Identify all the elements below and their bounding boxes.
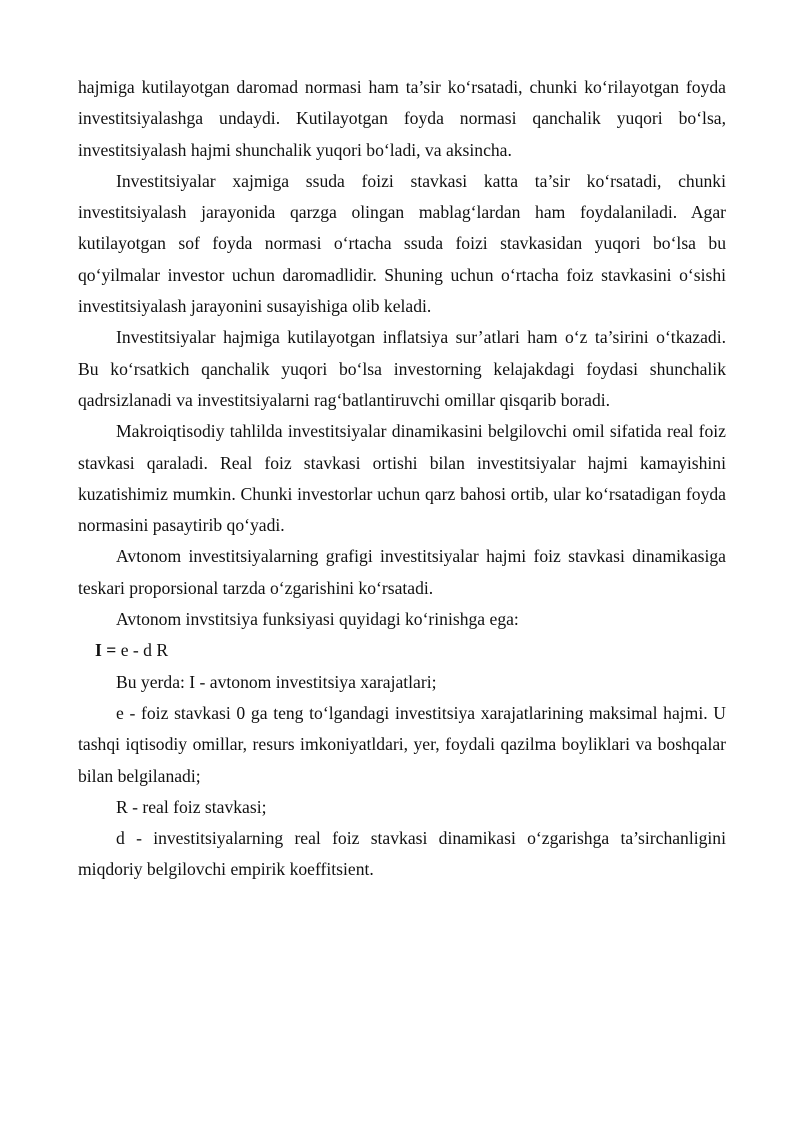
paragraph-continuation: hajmiga kutilayotgan daromad normasi ham ta’sir ko‘rsatadi, chunki ko‘rilayotgan foyda investitsiyalashga undaydi. Kutilayotgan foyda normasi qanchalik yuqori bo‘lsa, investitsiyalash hajmi shunchalik yuqori bo‘ladi, va aksincha. — [78, 77, 726, 160]
paragraph-real-rate: Makroiqtisodiy tahlilda investitsiyalar dinamikasini belgilovchi omil sifatida real foiz stavkasi qaraladi. Real foiz stavkasi ortishi bilan investitsiyalar hajmi kamayishini kuzatishimiz mumkin. Chunki investorlar uchun qarz bahosi ortib, ular ko‘rsatadigan foyda normasini pasaytirib qo‘yadi. — [78, 421, 726, 536]
paragraph-function-intro: Avtonom invstitsiya funksiyasi quyidagi ko‘rinishga ega: — [116, 609, 519, 630]
definition-e: e - foiz stavkasi 0 ga teng to‘lgandagi investitsiya xarajatlarining maksimal hajmi. U tashqi iqtisodiy omillar, resurs imkoniyatldari, yer, foydali qazilma boyliklari va boshqalar bilan belgilanadi; — [78, 702, 726, 786]
investment-formula — [78, 635, 726, 666]
definition-d: d - investitsiyalarning real foiz stavkasi dinamikasi o‘zgarishga ta’sirchanligini miqdoriy belgilovchi empirik koeffitsient. — [78, 828, 726, 880]
paragraph-interest-rate: Investitsiyalar xajmiga ssuda foizi stavkasi katta ta’sir ko‘rsatadi, chunki investitsiyalash jarayonida qarzga olingan mablag‘lardan ham foydalaniladi. Agar kutilayotgan sof foyda normasi o‘rtacha ssuda foizi stavkasidan yuqori bo‘lsa bu qo‘yilmalar investor uchun daromadlidir. Shuning uchun o‘rtacha foiz stavkasini o‘sishi investitsiyalash jarayonini susayishiga olib keladi. — [78, 170, 726, 317]
definition-i: Bu yerda: I - avtonom investitsiya xarajatlari; — [116, 671, 437, 692]
formula-rhs: e - d R — [120, 640, 169, 661]
paragraph-inflation: Investitsiyalar hajmiga kutilayotgan inflatsiya sur’atlari ham o‘z ta’sirini o‘tkazadi. Bu ko‘rsatkich qanchalik yuqori bo‘lsa investorning kelajakdagi foydasi shunchalik qadrsizlanadi va investitsiyalarni rag‘batlantiruvchi omillar qisqarib boradi. — [78, 327, 726, 410]
document-page — [78, 72, 726, 886]
paragraph-autonomous-graph: Avtonom investitsiyalarning grafigi investitsiyalar hajmi foiz stavkasi dinamikasiga teskari proporsional tarzda o‘zgarishini ko‘rsatadi. — [78, 546, 726, 598]
definition-r: R - real foiz stavkasi; — [116, 796, 267, 817]
formula-lhs: I = — [95, 640, 117, 661]
